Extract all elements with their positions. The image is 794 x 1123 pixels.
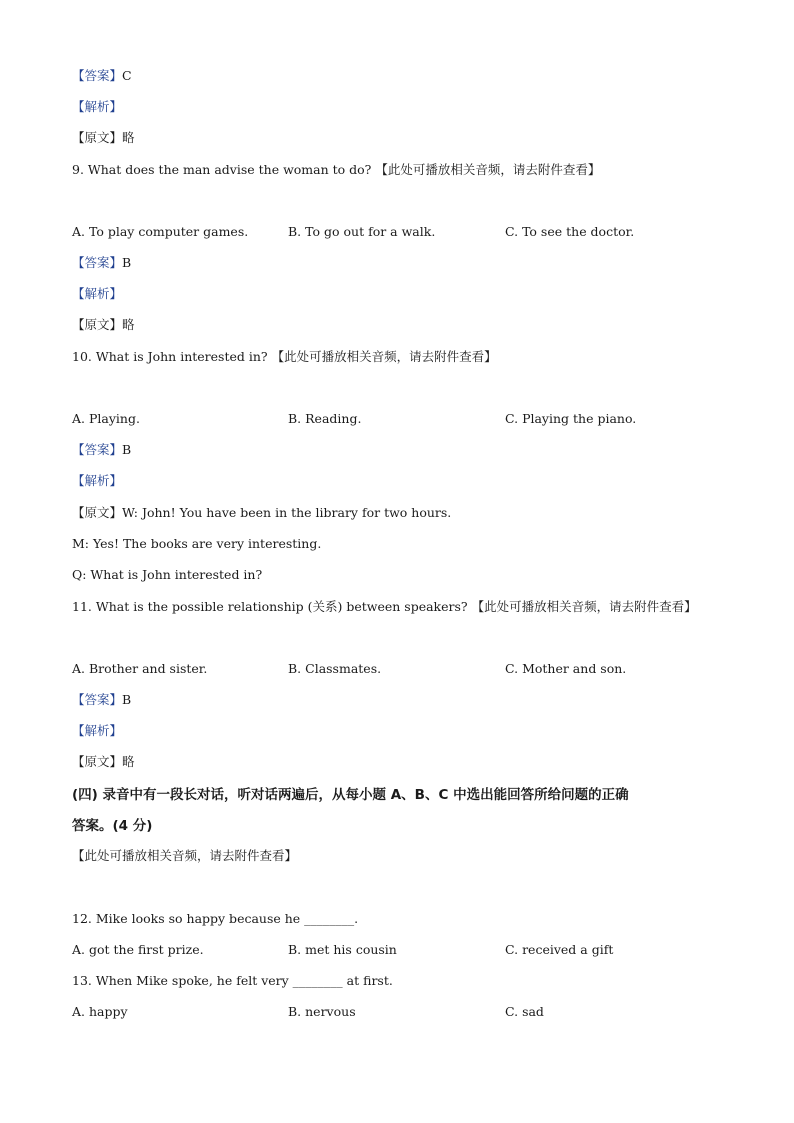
- question-12: 12. Mike looks so happy because he ________.: [72, 911, 359, 926]
- original-line-11: [72, 753, 135, 771]
- question-text: 11. What is the possible relationship (关系) between speakers?: [72, 599, 468, 614]
- answer-value: B: [122, 255, 132, 270]
- analysis-line-10: [72, 472, 122, 490]
- analysis-line-8: [72, 98, 122, 116]
- question-text: 10. What is John interested in?: [72, 349, 268, 364]
- question-11: [72, 598, 697, 616]
- option-c: C. received a gift: [505, 942, 614, 957]
- question-10: [72, 348, 497, 366]
- answer-line-9: [72, 254, 131, 272]
- answer-line-10: [72, 441, 131, 459]
- option-c: C. Playing the piano.: [505, 411, 637, 426]
- option-c: C. To see the doctor.: [505, 224, 635, 239]
- option-a: A. Playing.: [72, 411, 140, 426]
- section-heading-cont: 答案。(4 分): [72, 818, 153, 834]
- original-text: 略: [122, 317, 135, 332]
- analysis-line-11: [72, 722, 122, 740]
- answer-value: B: [122, 442, 132, 457]
- audio-note: 【此处可播放相关音频，请去附件查看】: [271, 349, 497, 364]
- option-b: B. nervous: [288, 1004, 356, 1019]
- option-a: A. Brother and sister.: [72, 661, 208, 676]
- answer-line-11: [72, 691, 131, 709]
- original-line-8: [72, 129, 135, 147]
- answer-tag: 【答案】: [72, 442, 123, 457]
- original-text: W: John! You have been in the library for two hours.: [122, 505, 452, 520]
- option-b: B. Reading.: [288, 411, 362, 426]
- section-audio-note: 【此处可播放相关音频，请去附件查看】: [72, 848, 298, 863]
- option-c: C. sad: [505, 1004, 544, 1019]
- original-line-10: [72, 504, 451, 522]
- option-b: B. Classmates.: [288, 661, 382, 676]
- original-tag: 【原文】: [72, 505, 123, 520]
- original-tag: 【原文】: [72, 317, 123, 332]
- dialog-line: Q: What is John interested in?: [72, 567, 263, 582]
- question-text: 9. What does the man advise the woman to do?: [72, 162, 372, 177]
- answer-value: C: [122, 68, 132, 83]
- original-tag: 【原文】: [72, 754, 123, 769]
- option-a: A. got the first prize.: [72, 942, 204, 957]
- answer-tag: 【答案】: [72, 68, 123, 83]
- option-a: A. To play computer games.: [72, 224, 249, 239]
- audio-note: 【此处可播放相关音频，请去附件查看】: [471, 599, 697, 614]
- analysis-tag: 【解析】: [72, 723, 123, 738]
- original-text: 略: [122, 754, 135, 769]
- option-c: C. Mother and son.: [505, 661, 627, 676]
- option-a: A. happy: [72, 1004, 128, 1019]
- original-line-9: [72, 316, 135, 334]
- audio-note: 【此处可播放相关音频，请去附件查看】: [375, 162, 601, 177]
- answer-tag: 【答案】: [72, 255, 123, 270]
- analysis-tag: 【解析】: [72, 473, 123, 488]
- analysis-line-9: [72, 285, 122, 303]
- section-heading: (四) 录音中有一段长对话，听对话两遍后，从每小题 A、B、C 中选出能回答所给问题的正确: [72, 787, 629, 803]
- analysis-tag: 【解析】: [72, 286, 123, 301]
- analysis-tag: 【解析】: [72, 99, 123, 114]
- question-9: [72, 161, 600, 179]
- answer-tag: 【答案】: [72, 692, 123, 707]
- answer-value: B: [122, 692, 132, 707]
- question-13: 13. When Mike spoke, he felt very ________ at first.: [72, 973, 393, 988]
- original-text: 略: [122, 130, 135, 145]
- option-b: B. To go out for a walk.: [288, 224, 436, 239]
- answer-line-8: [72, 67, 132, 85]
- dialog-line: M: Yes! The books are very interesting.: [72, 536, 322, 551]
- original-tag: 【原文】: [72, 130, 123, 145]
- option-b: B. met his cousin: [288, 942, 397, 957]
